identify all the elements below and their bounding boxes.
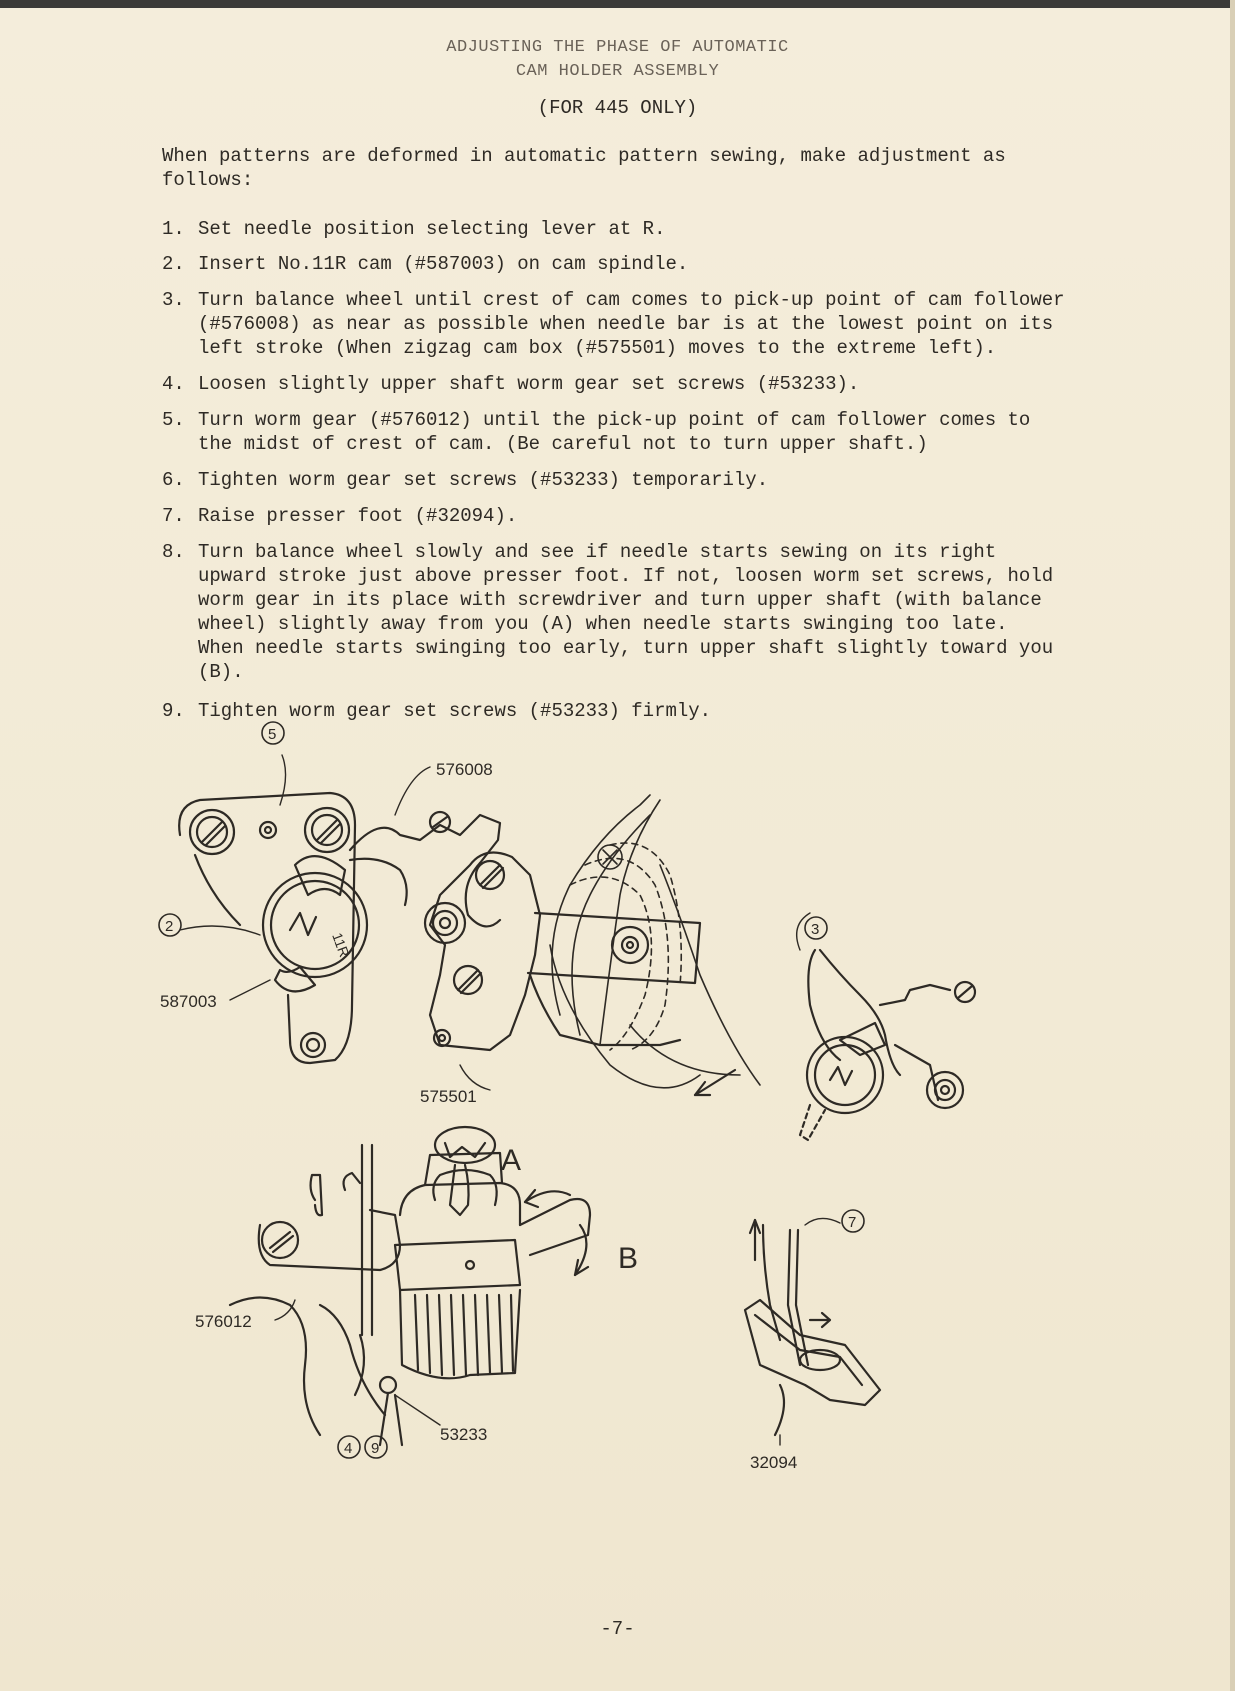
callout-2: 2 — [165, 918, 174, 935]
cam-holder-plate — [179, 793, 355, 1063]
callout-9: 9 — [371, 1440, 380, 1457]
label-575501: 575501 — [420, 1087, 477, 1106]
page-subtitle: (FOR 445 ONLY) — [537, 97, 698, 119]
label-53233: 53233 — [440, 1425, 488, 1444]
zigzag-cam-box-arm — [425, 853, 700, 1051]
page-number: -7- — [600, 1618, 635, 1640]
label-576012: 576012 — [195, 1312, 252, 1331]
step-text: Turn balance wheel slowly and see if needle starts sewing on its right upward stroke just above presser foot. If not, loosen worm set screws, hold worm gear in its place with screwdriver and turn upper shaft (with balance wheel) slightly away from you (A) when needle starts swinging too late. When needle starts swinging too early, turn upper shaft slightly toward you (B). — [198, 541, 1054, 683]
page-title-line-1: ADJUSTING THE PHASE OF AUTOMATIC — [446, 38, 789, 57]
callout-7: 7 — [848, 1214, 857, 1231]
rotation-arrows — [525, 1190, 588, 1275]
step-text: Raise presser foot (#32094). — [198, 505, 518, 527]
step-number: 7. — [162, 505, 185, 527]
intro-paragraph: When patterns are deformed in automatic pattern sewing, make adjustment as follows: — [162, 145, 1006, 191]
label-576008: 576008 — [436, 760, 493, 779]
step-text: Turn worm gear (#576012) until the pick-up point of cam follower comes to the midst of crest of cam. (Be careful not to turn upper shaft.) — [198, 409, 1031, 455]
callout-4: 4 — [344, 1440, 353, 1457]
page-title-line-2: CAM HOLDER ASSEMBLY — [515, 62, 720, 81]
cam-detail-view — [800, 950, 975, 1140]
scan-top-edge — [0, 0, 1235, 8]
step-text: Set needle position selecting lever at R. — [198, 218, 666, 240]
illustration-svg — [140, 726, 1100, 1605]
worm-gear-assembly — [230, 1127, 590, 1445]
scan-right-edge — [1230, 0, 1235, 1691]
label-32094: 32094 — [750, 1453, 798, 1472]
step-number: 1. — [162, 218, 185, 240]
step-number: 9. — [162, 700, 185, 722]
step-number: 5. — [162, 409, 185, 431]
label-587003: 587003 — [160, 992, 217, 1011]
callout-3: 3 — [811, 921, 820, 938]
step-number: 4. — [162, 373, 185, 395]
label-b: B — [618, 1242, 639, 1275]
step-number: 3. — [162, 289, 185, 311]
step-number: 6. — [162, 469, 185, 491]
mechanism-illustration — [140, 726, 1100, 1610]
step-text: Tighten worm gear set screws (#53233) firmly. — [198, 700, 712, 722]
cam-11r — [263, 856, 367, 991]
step-text: Tighten worm gear set screws (#53233) temporarily. — [198, 469, 769, 491]
step-text: Insert No.11R cam (#587003) on cam spindle. — [198, 253, 689, 275]
leader-lines — [180, 755, 840, 1445]
step-number: 8. — [162, 541, 185, 563]
step-text: Turn balance wheel until crest of cam comes to pick-up point of cam follower (#576008) as near as possible when needle bar is at the lowest point on its left stroke (When zigzag cam box (#575501) moves to the extreme left). — [198, 289, 1065, 359]
label-a: A — [501, 1144, 522, 1177]
step-number: 2. — [162, 253, 185, 275]
step-text: Loosen slightly upper shaft worm gear set screws (#53233). — [198, 373, 860, 395]
cam-11r-label: 11R — [329, 930, 353, 960]
presser-foot — [745, 1220, 880, 1435]
callout-5: 5 — [268, 726, 277, 743]
